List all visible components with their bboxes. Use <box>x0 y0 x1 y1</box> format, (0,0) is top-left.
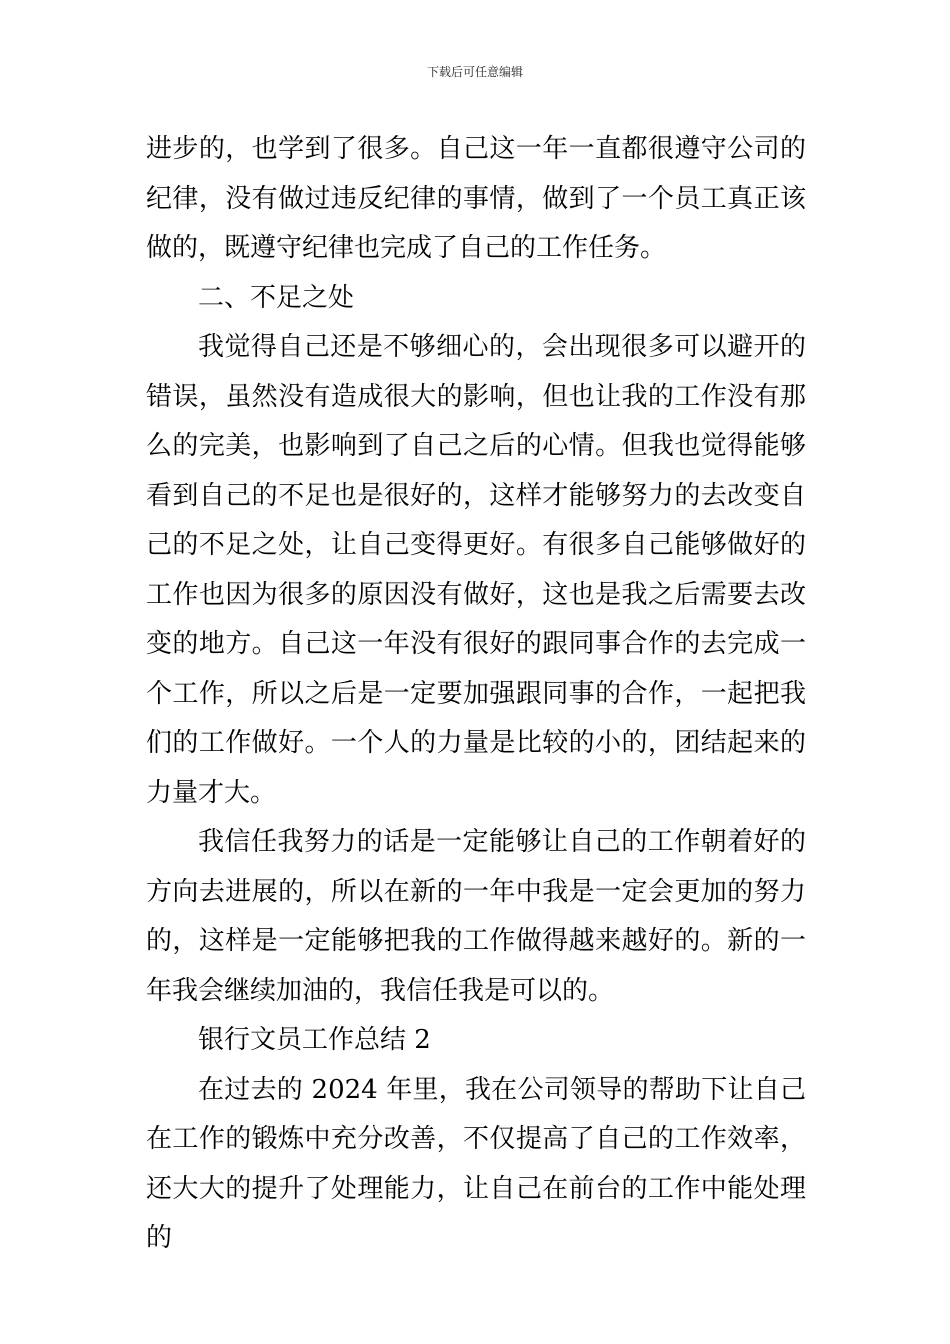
section-heading-shortcomings: 二、不足之处 <box>198 282 355 313</box>
paragraph-outlook: 我信任我努力的话是一定能够让自己的工作朝着好的方向去进展的，所以在新的一年中我是一定会更加的努力的，这样是一定能够把我的工作做得越来越好的。新的一年我会继续加油的，我信任我是可以的。 <box>146 827 806 1006</box>
document-body <box>146 125 806 1264</box>
paragraph-summary-2: 在过去的 2024 年里，我在公司领导的帮助下让自己在工作的锻炼中充分改善，不仅提高了自己的工作效率，还大大的提升了处理能力，让自己在前台的工作中能处理的 <box>146 1074 806 1253</box>
paragraph-shortcomings: 我觉得自己还是不够细心的，会出现很多可以避开的错误，虽然没有造成很大的影响，但也让我的工作没有那么的完美，也影响到了自己之后的心情。但我也觉得能够看到自己的不足也是很好的，这样才能够努力的去改变自己的不足之处，让自己变得更好。有很多自己能够做好的工作也因为很多的原因没有做好，这也是我之后需要去改变的地方。自己这一年没有很好的跟同事合作的去完成一个工作，所以之后是一定要加强跟同事的合作，一起把我们的工作做好。一个人的力量是比较的小的，团结起来的力量才大。 <box>146 332 806 808</box>
page-header: 下载后可任意编辑 <box>426 65 523 79</box>
paragraph-continuation: 进步的，也学到了很多。自己这一年一直都很遵守公司的纪律，没有做过违反纪律的事情，做到了一个员工真正该做的，既遵守纪律也完成了自己的工作任务。 <box>146 134 806 263</box>
section-heading-summary-2: 银行文员工作总结 2 <box>198 1025 431 1055</box>
